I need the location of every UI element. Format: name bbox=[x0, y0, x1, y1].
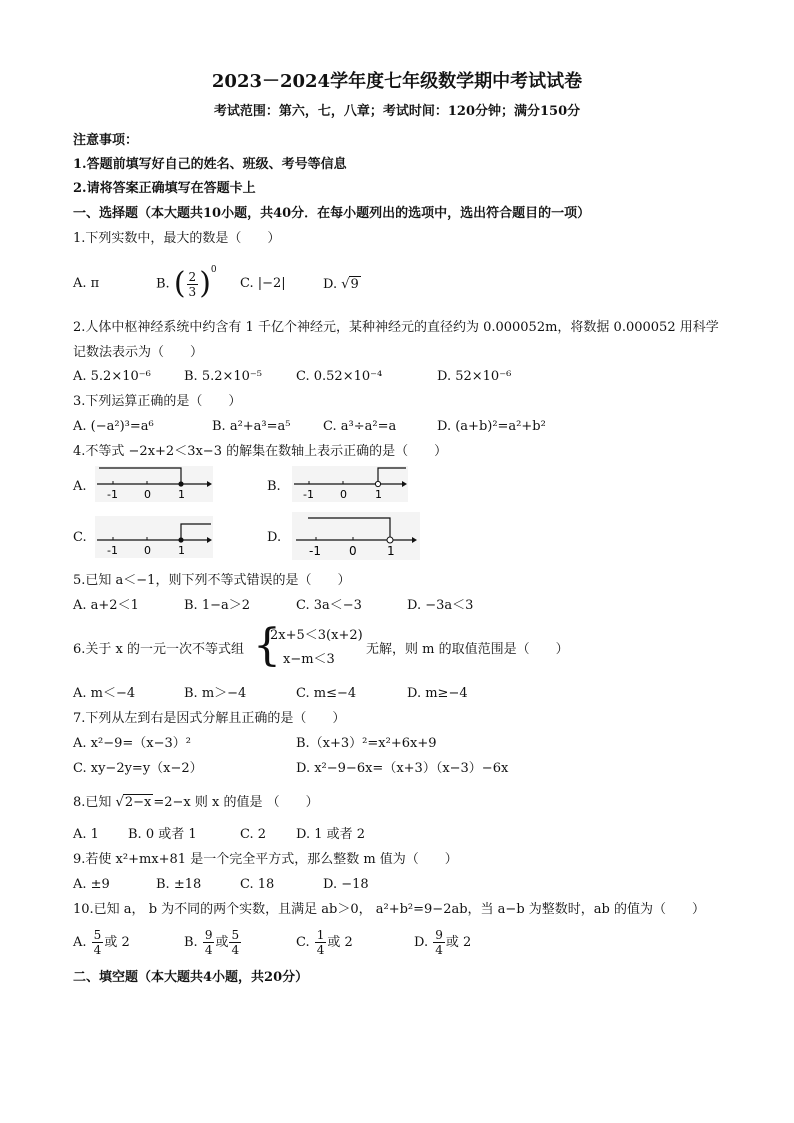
q9-stem: 9.若使 x²+mx+81 是一个完全平方式，那么整数 m 值为（ ） bbox=[73, 852, 458, 867]
q1-d-radicand: 9 bbox=[350, 277, 359, 292]
q6-stem-prefix: 6.关于 x 的一元一次不等式组 bbox=[73, 642, 244, 657]
q10-option-a: A. $\frac{5}{4}$ 或 2 bbox=[73, 928, 130, 957]
tick-label: 0 bbox=[340, 488, 347, 501]
q4-number-line-c bbox=[95, 516, 213, 558]
q4-option-c: C. bbox=[73, 530, 87, 545]
q8-stem: 8.已知 √2−x =2−x 则 x 的值是 （ ） bbox=[73, 795, 319, 810]
q1-b-exponent: 0 bbox=[210, 265, 217, 276]
q3-option-d: D. (a+b)²=a²+b² bbox=[437, 419, 546, 434]
q6-option-d: D. m≥−4 bbox=[407, 686, 468, 701]
q7-stem: 7.下列从左到右是因式分解且正确的是（ ） bbox=[73, 711, 346, 726]
q9-option-a: A. ±9 bbox=[73, 877, 110, 892]
q10-option-b: B. $\frac{9}{4}$ 或 $\frac{5}{4}$ bbox=[184, 928, 240, 957]
q7-option-b: B.（x+3）²=x²+6x+9 bbox=[296, 736, 437, 751]
q5-option-a: A. a+2＜1 bbox=[73, 598, 139, 613]
q5-option-d: D. −3a＜3 bbox=[407, 598, 474, 613]
q3-stem: 3.下列运算正确的是（ ） bbox=[73, 394, 242, 409]
q10-option-c: C. $\frac{1}{4}$ 或 2 bbox=[296, 928, 353, 957]
q8-option-a: A. 1 bbox=[73, 827, 99, 842]
q4-stem: 4.不等式 −2x+2＜3x−3 的解集在数轴上表示正确的是（ ） bbox=[73, 444, 448, 459]
note-item-1: 1.答题前填写好自己的姓名、班级、考号等信息 bbox=[73, 157, 347, 172]
q1-option-b: B. ( $\frac{2}{3}$ )$^0$ bbox=[156, 265, 217, 301]
q6-brace: { bbox=[253, 620, 281, 671]
q7-option-d: D. x²−9−6x=（x+3）（x−3）−6x bbox=[296, 761, 509, 776]
tick-label: -1 bbox=[303, 488, 314, 501]
tick-label: 0 bbox=[349, 544, 357, 558]
q4-option-b: B. bbox=[267, 479, 281, 494]
q3-option-c: C. a³÷a²=a bbox=[323, 419, 397, 434]
q6-option-b: B. m＞−4 bbox=[184, 686, 247, 701]
q4-number-line-b bbox=[292, 466, 408, 502]
tick-label: 0 bbox=[144, 488, 151, 501]
q1-option-d: D. √9 bbox=[323, 277, 359, 292]
q8-option-c: C. 2 bbox=[240, 827, 267, 842]
q2-stem-line-2: 记数法表示为（ ） bbox=[73, 345, 204, 360]
q1-stem: 1.下列实数中，最大的数是（ ） bbox=[73, 231, 281, 246]
q6-option-c: C. m≤−4 bbox=[296, 686, 357, 701]
exam-info: 考试范围：第六，七，八章；考试时间：120分钟；满分150分 bbox=[213, 104, 581, 119]
q8-option-b: B. 0 或者 1 bbox=[128, 827, 197, 842]
tick-label: 1 bbox=[178, 488, 185, 501]
section-1-heading: 一、选择题（本大题共10小题，共40分．在每小题列出的选项中，选出符合题目的一项） bbox=[73, 206, 591, 221]
q8-option-d: D. 1 或者 2 bbox=[296, 827, 366, 842]
q10-option-d: D. $\frac{9}{4}$ 或 2 bbox=[414, 928, 472, 957]
q2-option-a: A. 5.2×10⁻⁶ bbox=[73, 369, 151, 384]
q1-option-a: A. π bbox=[73, 276, 100, 291]
q1-b-label: B. bbox=[156, 276, 170, 292]
q5-stem: 5.已知 a＜−1，则下列不等式错误的是（ ） bbox=[73, 573, 351, 588]
q6-option-a: A. m＜−4 bbox=[73, 686, 136, 701]
section-2-heading: 二、填空题（本大题共4小题，共20分） bbox=[73, 970, 309, 985]
q4-number-line-a bbox=[95, 466, 213, 502]
q4-number-line-d bbox=[292, 512, 420, 560]
q3-option-a: A. (−a²)³=a⁶ bbox=[73, 419, 154, 434]
q9-option-d: D. −18 bbox=[323, 877, 369, 892]
q9-option-c: C. 18 bbox=[240, 877, 275, 892]
q7-option-c: C. xy−2y=y（x−2） bbox=[73, 761, 203, 776]
tick-label: -1 bbox=[107, 544, 118, 557]
q3-option-b: B. a²+a³=a⁵ bbox=[212, 419, 291, 434]
tick-label: 0 bbox=[144, 544, 151, 557]
q6-inequality-2: x−m＜3 bbox=[283, 652, 335, 667]
tick-label: 1 bbox=[387, 544, 395, 558]
q10-stem: 10.已知 a， b 为不同的两个实数，且满足 ab＞0， a²+b²=9−2ab，当 a−b 为整数时，ab 的值为（ ） bbox=[73, 902, 705, 917]
q5-option-b: B. 1−a＞2 bbox=[184, 598, 251, 613]
page-title: 2023－2024学年度七年级数学期中考试试卷 bbox=[211, 71, 583, 92]
q8-radicand: 2−x bbox=[124, 795, 152, 810]
notes-heading: 注意事项： bbox=[73, 133, 139, 148]
q4-option-d: D. bbox=[267, 530, 282, 545]
q2-stem-line-1: 2.人体中枢神经系统中约含有 1 千亿个神经元，某种神经元的直径约为 0.000052m，将数据 0.000052 用科学 bbox=[73, 320, 719, 335]
q6-stem-suffix: 无解，则 m 的取值范围是（ ） bbox=[366, 642, 569, 657]
q1-b-fraction: $\frac{2}{3}$ bbox=[188, 269, 197, 299]
q1-option-c: C. |−2| bbox=[240, 276, 286, 291]
q7-option-a: A. x²−9=（x−3）² bbox=[73, 736, 191, 751]
q6-inequality-1: 2x+5＜3(x+2) bbox=[270, 628, 363, 643]
tick-label: 1 bbox=[178, 544, 185, 557]
q2-option-c: C. 0.52×10⁻⁴ bbox=[296, 369, 383, 384]
q4-option-a: A. bbox=[73, 479, 87, 494]
q2-option-b: B. 5.2×10⁻⁵ bbox=[184, 369, 262, 384]
q5-option-c: C. 3a＜−3 bbox=[296, 598, 362, 613]
tick-label: -1 bbox=[309, 544, 321, 558]
note-item-2: 2.请将答案正确填写在答题卡上 bbox=[73, 181, 256, 196]
q9-option-b: B. ±18 bbox=[156, 877, 202, 892]
q2-option-d: D. 52×10⁻⁶ bbox=[437, 369, 512, 384]
tick-label: 1 bbox=[375, 488, 382, 501]
tick-label: -1 bbox=[107, 488, 118, 501]
